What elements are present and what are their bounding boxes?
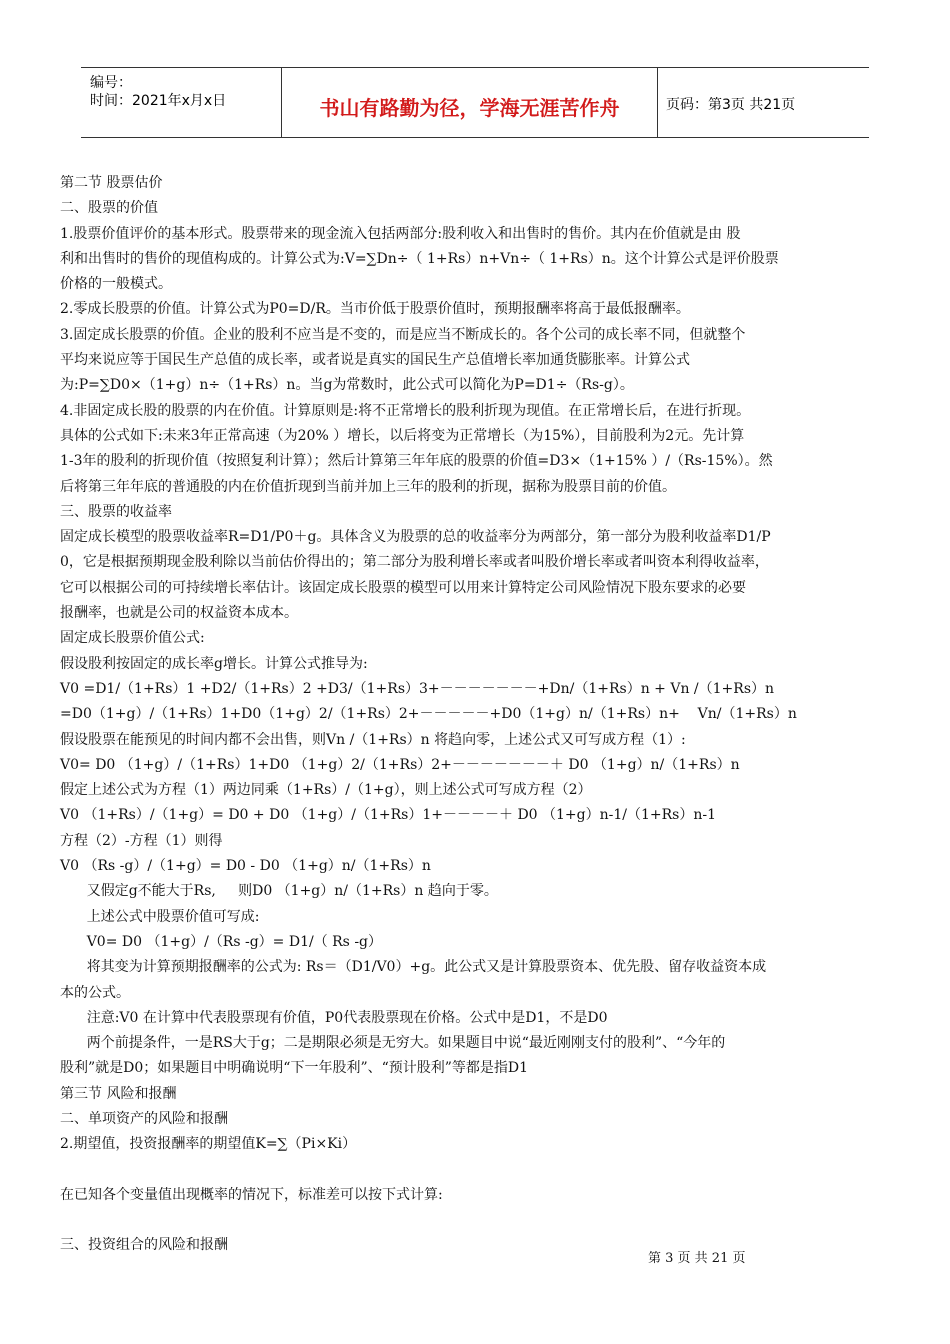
text-line: 股利”就是D0；如果题目中明确说明“下一年股利”、“预计股利”等都是指D1 (60, 1060, 529, 1077)
text-line: 1.股票价值评价的基本形式。股票带来的现金流入包括两部分:股利收入和出售时的售价。其内在价值就是由 股 (60, 225, 741, 242)
text-line: 报酬率，也就是公司的权益资本成本。 (60, 605, 298, 622)
text-line: 在已知各个变量值出现概率的情况下，标准差可以按下式计算: (60, 1186, 443, 1203)
text-line: 上述公式中股票价值可写成: (60, 908, 260, 925)
text-line: 后将第三年年底的普通股的内在价值折现到当前并加上三年的股利的折现，据称为股票目前的价值。 (60, 478, 676, 495)
header-page-cell (658, 68, 869, 137)
header-info-cell (81, 68, 282, 137)
text-line: 三、股票的收益率 (60, 503, 172, 520)
text-line: 第二节 股票估价 (60, 175, 163, 191)
text-line: V0= D0 （1+g）/（Rs -g）= D1/（ Rs -g） (60, 933, 383, 950)
document-date-label: 时间：2021年x月x日 (90, 93, 227, 109)
text-line: 价格的一般模式。 (60, 276, 172, 293)
text-line (60, 1158, 892, 1183)
page-footer: 第 3 页 共 21 页 (648, 1251, 746, 1266)
text-line: 2.零成长股票的价值。计算公式为P0=D/R。当市价低于股票价值时，预期报酬率将高于最低报酬率。 (60, 301, 690, 318)
text-line: 平均来说应等于国民生产总值的成长率，或者说是真实的国民生产总值增长率加通货膨胀率。计算公式 (60, 352, 690, 369)
text-line: 二、股票的价值 (60, 200, 158, 217)
motto-text: 书山有路勤为径，学海无涯苦作舟 (319, 96, 620, 120)
text-line: 三、投资组合的风险和报酬 (60, 1237, 228, 1254)
text-line: 固定成长股票价值公式: (60, 630, 205, 647)
text-line: 假设股利按固定的成长率g增长。计算公式推导为: (60, 655, 368, 672)
text-line: 0，它是根据预期现金股利除以当前估价得出的；第二部分为股利增长率或者叫股价增长率或者叫资本利得收益率， (60, 554, 769, 571)
text-line: 注意:V0 在计算中代表股票现有价值，P0代表股票现在价格。公式中是D1，不是D0 (60, 1009, 608, 1026)
header-motto-cell (282, 68, 658, 137)
text-line: 具体的公式如下:未来3年正常高速（为20% ）增长，以后将变为正常增长（为15%），目前股利为2元。先计算 (60, 427, 745, 444)
text-line: 第三节 风险和报酬 (60, 1085, 177, 1102)
document-header (81, 67, 869, 138)
document-body (60, 171, 892, 1259)
text-line: 1-3年的股利的折现价值（按照复利计算）；然后计算第三年年底的股票的价值=D3×（1+15% ）/（Rs-15%）。然 (60, 453, 773, 470)
document-number-label: 编号： (90, 75, 132, 91)
text-line: 两个前提条件，一是RS大于g；二是期限必须是无穷大。如果题目中说“最近刚刚支付的股利”、“今年的 (60, 1035, 726, 1052)
text-line: 二、单项资产的风险和报酬 (60, 1110, 228, 1127)
text-line: 2.期望值，投资报酬率的期望值K=∑（Pi×Ki） (60, 1136, 357, 1153)
text-line: V0= D0 （1+g）/（1+Rs）1+D0 （1+g）2/（1+Rs）2+－－－－－－－＋ D0 （1+g）n/（1+Rs）n (60, 756, 740, 773)
text-line: V0 （Rs -g）/（1+g）= D0 - D0 （1+g）n/（1+Rs）n (60, 858, 431, 875)
text-line: 又假定g不能大于Rs, 则D0 （1+g）n/（1+Rs）n 趋向于零。 (60, 883, 498, 900)
text-line: 将其变为计算预期报酬率的公式为: Rs＝（D1/V0）+g。此公式又是计算股票资本、优先股、留存收益资本成 (60, 959, 767, 976)
text-line: 方程（2）-方程（1）则得 (60, 832, 223, 849)
text-line: 3.固定成长股票的价值。企业的股利不应当是不变的，而是应当不断成长的。各个公司的成长率不同，但就整个 (60, 326, 746, 343)
text-line: V0 （1+Rs）/（1+g）= D0 + D0 （1+g）/（1+Rs）1+－－－－＋ D0 （1+g）n-1/（1+Rs）n-1 (60, 807, 717, 824)
page-number-label: 页码：第3页 共21页 (666, 97, 796, 113)
text-line: 4.非固定成长股的股票的内在价值。计算原则是:将不正常增长的股利折现为现值。在正常增长后，在进行折现。 (60, 402, 751, 419)
text-line: =D0（1+g）/（1+Rs）1+D0（1+g）2/（1+Rs）2+－－－－－+D0（1+g）n/（1+Rs）n+ Vn/（1+Rs）n (60, 706, 797, 723)
text-line: 它可以根据公司的可持续增长率估计。该固定成长股票的模型可以用来计算特定公司风险情况下股东要求的必要 (60, 579, 746, 596)
text-line: 假定上述公式为方程（1）两边同乘（1+Rs）/（1+g），则上述公式可写成方程（2） (60, 782, 592, 799)
text-line: 本的公式。 (60, 984, 130, 1001)
text-line: 假设股票在能预见的时间内都不会出售，则Vn /（1+Rs）n 将趋向零，上述公式又可写成方程（1）: (60, 731, 686, 748)
text-line: V0 =D1/（1+Rs）1 +D2/（1+Rs）2 +D3/（1+Rs）3+－－－－－－－+Dn/（1+Rs）n + Vn /（1+Rs）n (60, 680, 775, 697)
text-line (60, 1208, 892, 1233)
text-line: 为:P=∑D0×（1+g）n÷（1+Rs）n。当g为常数时，此公式可以简化为P=D1÷（Rs-g）。 (60, 377, 634, 394)
text-line: 固定成长模型的股票收益率R=D1/P0＋g。具体含义为股票的总的收益率分为两部分，第一部分为股利收益率D1/P (60, 529, 771, 546)
text-line: 利和出售时的售价的现值构成的。计算公式为:V=∑Dn÷（ 1+Rs）n+Vn÷（ 1+Rs）n。这个计算公式是评价股票 (60, 250, 779, 267)
